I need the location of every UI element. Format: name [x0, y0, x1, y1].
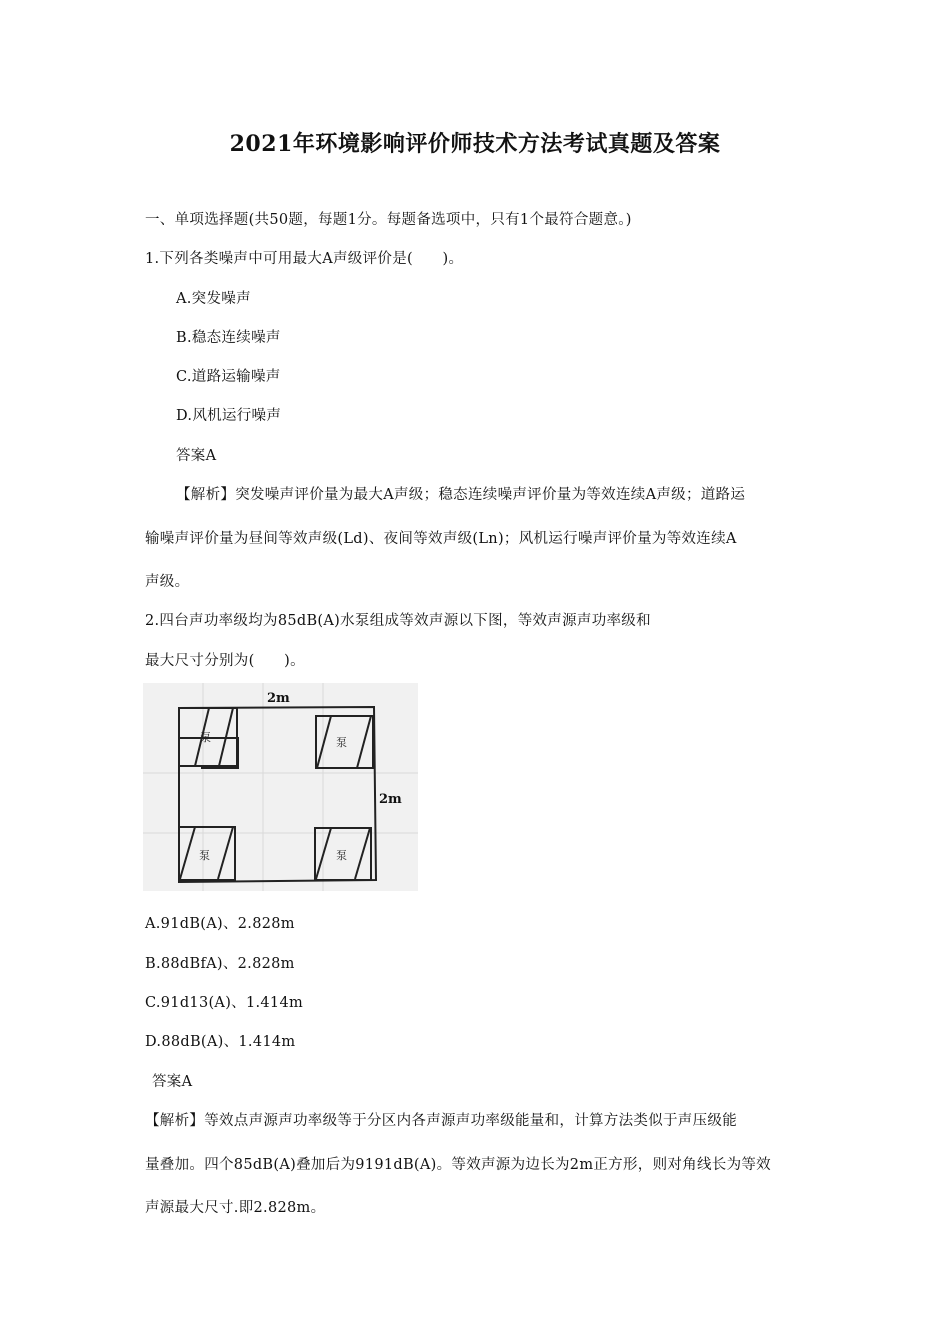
figure-side-dimension-label: 2m [379, 792, 402, 807]
q1-question: 1.下列各类噪声中可用最大A声级评价是( )。 [145, 251, 464, 267]
q2-question-line-2: 最大尺寸分别为( )。 [145, 653, 305, 669]
pump-label-bottom-right: 泵 [336, 849, 347, 862]
q1-option-d: D.风机运行噪声 [176, 408, 282, 424]
q1-explanation-line-2: 输噪声评价量为昼间等效声级(Ld)、夜间等效声级(Ln)；风机运行噪声评价量为等效连续A [145, 531, 737, 547]
q1-explanation-line-3: 声级。 [145, 574, 190, 590]
q2-option-d: D.88dB(A)、1.414m [145, 1034, 296, 1050]
figure-top-dimension-label: 2m [267, 691, 290, 706]
q2-explanation-line-3: 声源最大尺寸.即2.828m。 [145, 1200, 326, 1216]
q2-option-b: B.88dBfA)、2.828m [145, 956, 295, 972]
section-heading: 一、单项选择题(共50题，每题1分。每题备选项中，只有1个最符合题意。) [145, 212, 632, 228]
pump-label-top-right: 泵 [336, 736, 347, 749]
q1-option-b: B.稳态连续噪声 [176, 330, 281, 346]
q2-explanation-line-1: 【解析】等效点声源声功率级等于分区内各声源声功率级能量和，计算方法类似于声压级能 [145, 1113, 737, 1129]
q2-explanation-line-2: 量叠加。四个85dB(A)叠加后为9191dB(A)。等效声源为边长为2m正方形，则对角线长为等效 [145, 1157, 771, 1173]
q2-option-c: C.91d13(A)、1.414m [145, 995, 304, 1011]
q1-option-a: A.突发噪声 [176, 291, 251, 307]
q1-option-c: C.道路运输噪声 [176, 369, 281, 385]
q2-question-line-1: 2.四台声功率级均为85dB(A)水泵组成等效声源以下图，等效声源声功率级和 [145, 613, 651, 629]
document-title: 2021年环境影响评价师技术方法考试真题及答案 [229, 131, 721, 157]
pump-label-top-left: 泵 [200, 731, 211, 744]
q2-answer: 答案A [152, 1074, 193, 1090]
q2-option-a: A.91dB(A)、2.828m [145, 916, 295, 932]
pump-label-bottom-left: 泵 [199, 849, 210, 862]
q1-explanation-line-1: 【解析】突发噪声评价量为最大A声级；稳态连续噪声评价量为等效连续A声级；道路运 [176, 487, 746, 503]
q1-answer: 答案A [176, 448, 217, 464]
pump-layout-figure [143, 683, 418, 891]
